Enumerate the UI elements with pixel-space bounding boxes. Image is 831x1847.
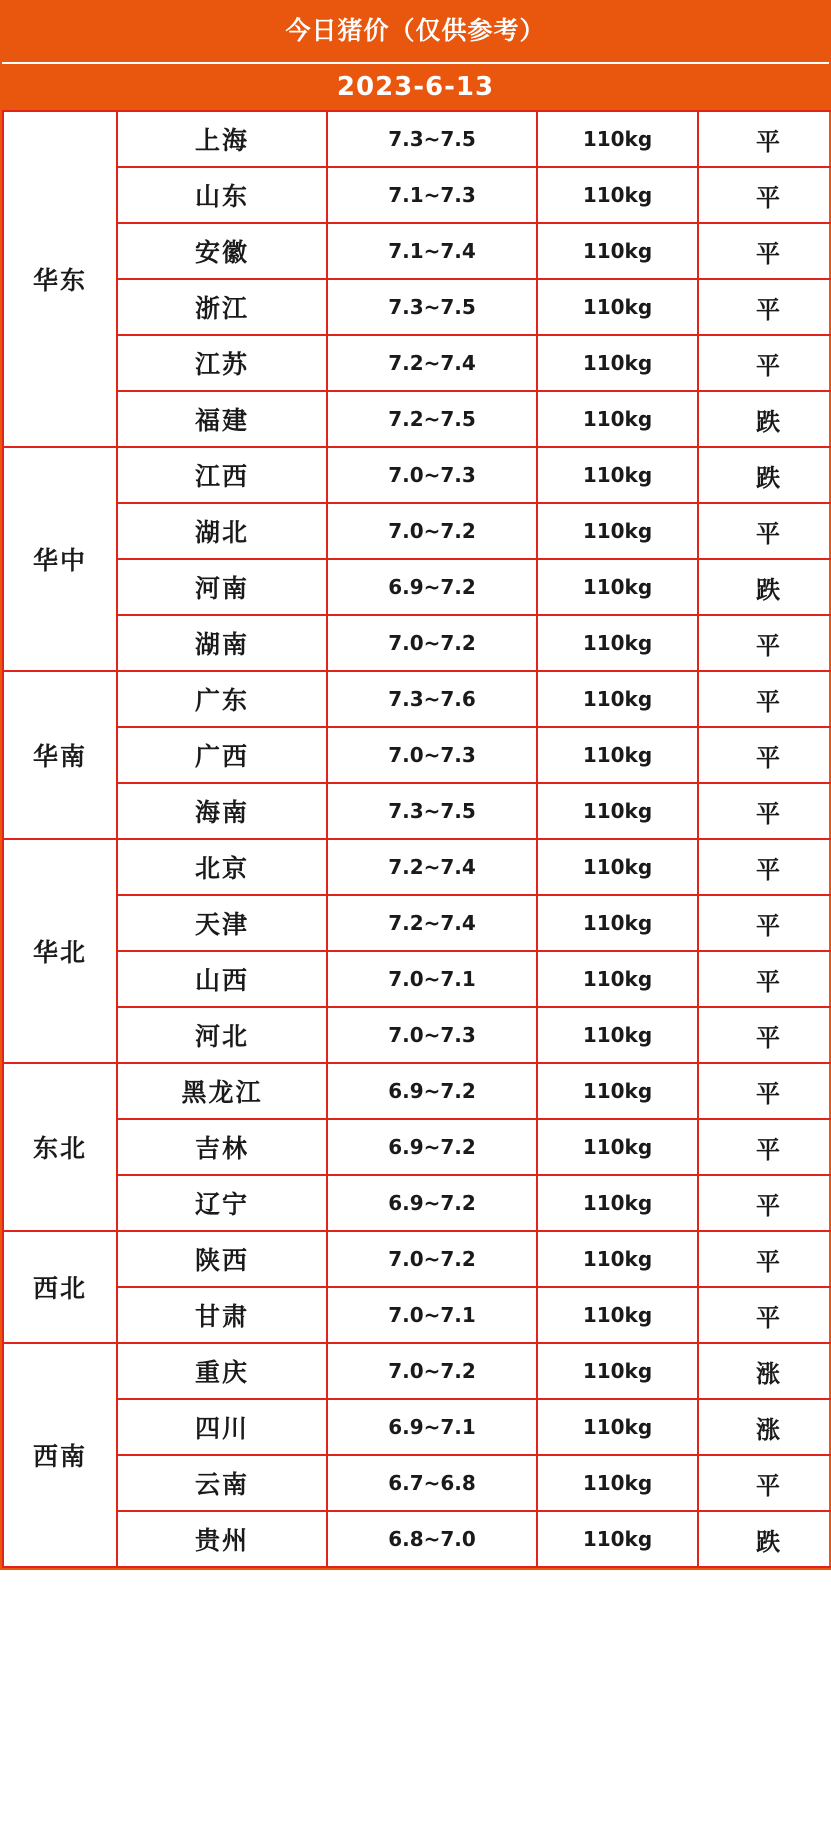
weight-cell: 110kg [537, 559, 698, 615]
price-cell: 6.7~6.8 [327, 1455, 537, 1511]
trend-cell: 平 [698, 1231, 831, 1287]
price-table [2, 110, 831, 1568]
trend-cell: 涨 [698, 1399, 831, 1455]
province-cell: 贵州 [117, 1511, 327, 1567]
trend-cell: 平 [698, 167, 831, 223]
price-cell: 7.1~7.4 [327, 223, 537, 279]
region-cell: 东北 [3, 1063, 117, 1231]
price-cell: 7.1~7.3 [327, 167, 537, 223]
province-cell: 广东 [117, 671, 327, 727]
weight-cell: 110kg [537, 1175, 698, 1231]
price-cell: 7.0~7.1 [327, 1287, 537, 1343]
trend-cell: 平 [698, 1119, 831, 1175]
region-cell: 华北 [3, 839, 117, 1063]
province-cell: 黑龙江 [117, 1063, 327, 1119]
table-row [3, 1175, 831, 1231]
province-cell: 上海 [117, 111, 327, 167]
weight-cell: 110kg [537, 223, 698, 279]
weight-cell: 110kg [537, 1119, 698, 1175]
table-row [3, 1287, 831, 1343]
province-cell: 海南 [117, 783, 327, 839]
province-cell: 河南 [117, 559, 327, 615]
trend-cell: 平 [698, 1175, 831, 1231]
province-cell: 甘肃 [117, 1287, 327, 1343]
price-cell: 7.0~7.2 [327, 615, 537, 671]
province-cell: 重庆 [117, 1343, 327, 1399]
weight-cell: 110kg [537, 391, 698, 447]
weight-cell: 110kg [537, 279, 698, 335]
price-cell: 6.9~7.1 [327, 1399, 537, 1455]
page-title: 今日猪价（仅供参考） [2, 0, 829, 64]
weight-cell: 110kg [537, 111, 698, 167]
price-cell: 6.9~7.2 [327, 1063, 537, 1119]
table-row [3, 1399, 831, 1455]
province-cell: 北京 [117, 839, 327, 895]
region-cell: 西南 [3, 1343, 117, 1567]
table-row [3, 1119, 831, 1175]
weight-cell: 110kg [537, 1399, 698, 1455]
trend-cell: 平 [698, 111, 831, 167]
province-cell: 四川 [117, 1399, 327, 1455]
weight-cell: 110kg [537, 1343, 698, 1399]
table-row [3, 111, 831, 167]
price-cell: 7.2~7.4 [327, 895, 537, 951]
weight-cell: 110kg [537, 1287, 698, 1343]
trend-cell: 平 [698, 951, 831, 1007]
trend-cell: 跌 [698, 1511, 831, 1567]
weight-cell: 110kg [537, 447, 698, 503]
trend-cell: 平 [698, 727, 831, 783]
table-row [3, 1455, 831, 1511]
table-row [3, 951, 831, 1007]
province-cell: 云南 [117, 1455, 327, 1511]
date-label: 2023-6-13 [2, 64, 829, 110]
price-cell: 7.0~7.2 [327, 503, 537, 559]
trend-cell: 跌 [698, 447, 831, 503]
weight-cell: 110kg [537, 1007, 698, 1063]
trend-cell: 平 [698, 1455, 831, 1511]
table-row [3, 615, 831, 671]
trend-cell: 平 [698, 279, 831, 335]
table-row [3, 1343, 831, 1399]
province-cell: 山东 [117, 167, 327, 223]
trend-cell: 平 [698, 335, 831, 391]
province-cell: 吉林 [117, 1119, 327, 1175]
province-cell: 浙江 [117, 279, 327, 335]
weight-cell: 110kg [537, 503, 698, 559]
trend-cell: 平 [698, 671, 831, 727]
province-cell: 福建 [117, 391, 327, 447]
table-row [3, 335, 831, 391]
price-cell: 7.2~7.4 [327, 335, 537, 391]
table-row [3, 671, 831, 727]
province-cell: 江苏 [117, 335, 327, 391]
weight-cell: 110kg [537, 783, 698, 839]
table-row [3, 167, 831, 223]
price-cell: 6.9~7.2 [327, 559, 537, 615]
trend-cell: 平 [698, 839, 831, 895]
region-cell: 西北 [3, 1231, 117, 1343]
weight-cell: 110kg [537, 1455, 698, 1511]
price-cell: 6.9~7.2 [327, 1119, 537, 1175]
table-row [3, 559, 831, 615]
weight-cell: 110kg [537, 1063, 698, 1119]
trend-cell: 涨 [698, 1343, 831, 1399]
weight-cell: 110kg [537, 615, 698, 671]
weight-cell: 110kg [537, 1231, 698, 1287]
weight-cell: 110kg [537, 1511, 698, 1567]
region-cell: 华南 [3, 671, 117, 839]
province-cell: 湖北 [117, 503, 327, 559]
price-cell: 7.3~7.5 [327, 783, 537, 839]
price-cell: 7.0~7.3 [327, 727, 537, 783]
table-row [3, 839, 831, 895]
weight-cell: 110kg [537, 671, 698, 727]
region-cell: 华中 [3, 447, 117, 671]
price-cell: 7.0~7.1 [327, 951, 537, 1007]
price-cell: 7.0~7.3 [327, 447, 537, 503]
price-cell: 7.2~7.5 [327, 391, 537, 447]
trend-cell: 平 [698, 503, 831, 559]
trend-cell: 平 [698, 223, 831, 279]
table-row [3, 1231, 831, 1287]
table-row [3, 279, 831, 335]
table-row [3, 1063, 831, 1119]
price-cell: 7.0~7.3 [327, 1007, 537, 1063]
weight-cell: 110kg [537, 895, 698, 951]
province-cell: 河北 [117, 1007, 327, 1063]
table-row [3, 503, 831, 559]
price-cell: 7.3~7.5 [327, 279, 537, 335]
trend-cell: 平 [698, 615, 831, 671]
weight-cell: 110kg [537, 951, 698, 1007]
table-row [3, 391, 831, 447]
trend-cell: 平 [698, 1287, 831, 1343]
province-cell: 安徽 [117, 223, 327, 279]
price-cell: 7.0~7.2 [327, 1343, 537, 1399]
table-row [3, 727, 831, 783]
table-row [3, 447, 831, 503]
table-row [3, 1007, 831, 1063]
price-cell: 7.3~7.5 [327, 111, 537, 167]
province-cell: 山西 [117, 951, 327, 1007]
province-cell: 广西 [117, 727, 327, 783]
weight-cell: 110kg [537, 335, 698, 391]
trend-cell: 跌 [698, 559, 831, 615]
weight-cell: 110kg [537, 839, 698, 895]
table-row [3, 895, 831, 951]
table-row [3, 783, 831, 839]
region-cell: 华东 [3, 111, 117, 447]
province-cell: 辽宁 [117, 1175, 327, 1231]
trend-cell: 跌 [698, 391, 831, 447]
province-cell: 江西 [117, 447, 327, 503]
price-table-body [3, 111, 831, 1567]
price-cell: 7.3~7.6 [327, 671, 537, 727]
price-cell: 7.0~7.2 [327, 1231, 537, 1287]
table-row [3, 1511, 831, 1567]
price-cell: 6.9~7.2 [327, 1175, 537, 1231]
price-cell: 6.8~7.0 [327, 1511, 537, 1567]
trend-cell: 平 [698, 895, 831, 951]
trend-cell: 平 [698, 783, 831, 839]
province-cell: 陕西 [117, 1231, 327, 1287]
weight-cell: 110kg [537, 727, 698, 783]
trend-cell: 平 [698, 1007, 831, 1063]
trend-cell: 平 [698, 1063, 831, 1119]
price-cell: 7.2~7.4 [327, 839, 537, 895]
province-cell: 湖南 [117, 615, 327, 671]
weight-cell: 110kg [537, 167, 698, 223]
province-cell: 天津 [117, 895, 327, 951]
table-row [3, 223, 831, 279]
